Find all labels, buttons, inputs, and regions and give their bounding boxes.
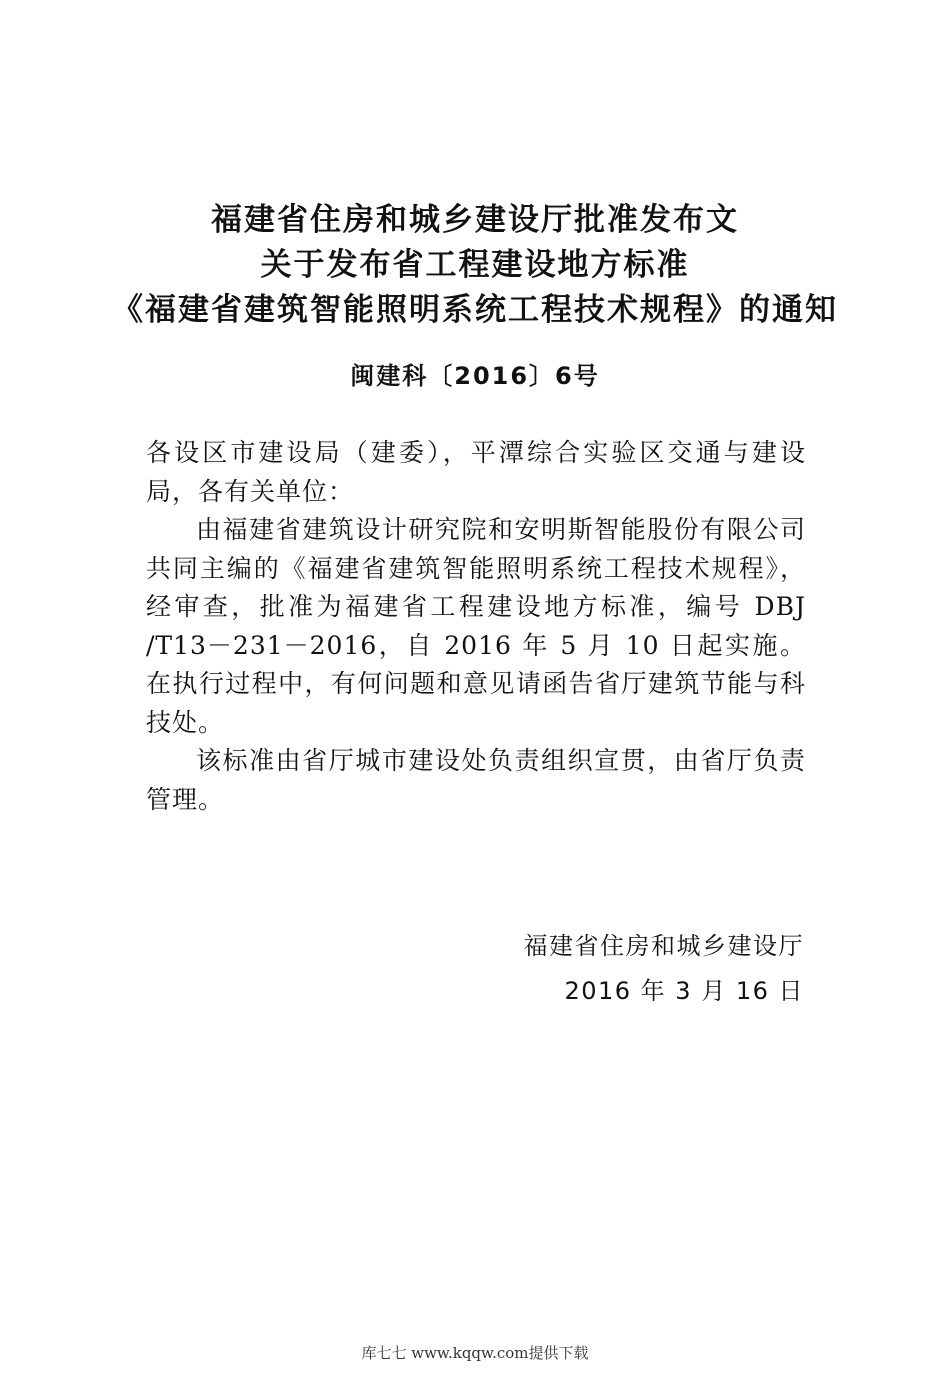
body-paragraph-1: 由福建省建筑设计研究院和安明斯智能股份有限公司共同主编的《福建省建筑智能照明系统工程技术规程》，经审查，批准为福建省工程建设地方标准，编号 DBJ /T13－231－2016，自 2016 年 5 月 10 日起实施。在执行过程中，有何问题和意见请函告省厅建筑节能与科技处。 [146, 515, 806, 737]
document-number: 闽建科〔2016〕6号 [350, 362, 600, 390]
download-watermark: 库七七 www.kqqw.com提供下载 [361, 1344, 589, 1362]
issue-date: 2016 年 3 月 16 日 [564, 977, 804, 1005]
title-line-2: 关于发布省工程建设地方标准 [260, 247, 690, 283]
notice-title [0, 198, 950, 333]
body-paragraph-2: 该标准由省厅城市建设处负责组织宣贯，由省厅负责管理。 [146, 746, 806, 814]
title-line-3: 《福建省建筑智能照明系统工程技术规程》的通知 [112, 292, 838, 328]
notice-body [146, 434, 806, 819]
salutation: 各设区市建设局（建委），平潭综合实验区交通与建设局，各有关单位： [146, 438, 806, 506]
title-line-1: 福建省住房和城乡建设厅批准发布文 [211, 202, 739, 238]
signature-block [524, 924, 805, 1014]
issuer-name: 福建省住房和城乡建设厅 [523, 932, 804, 960]
